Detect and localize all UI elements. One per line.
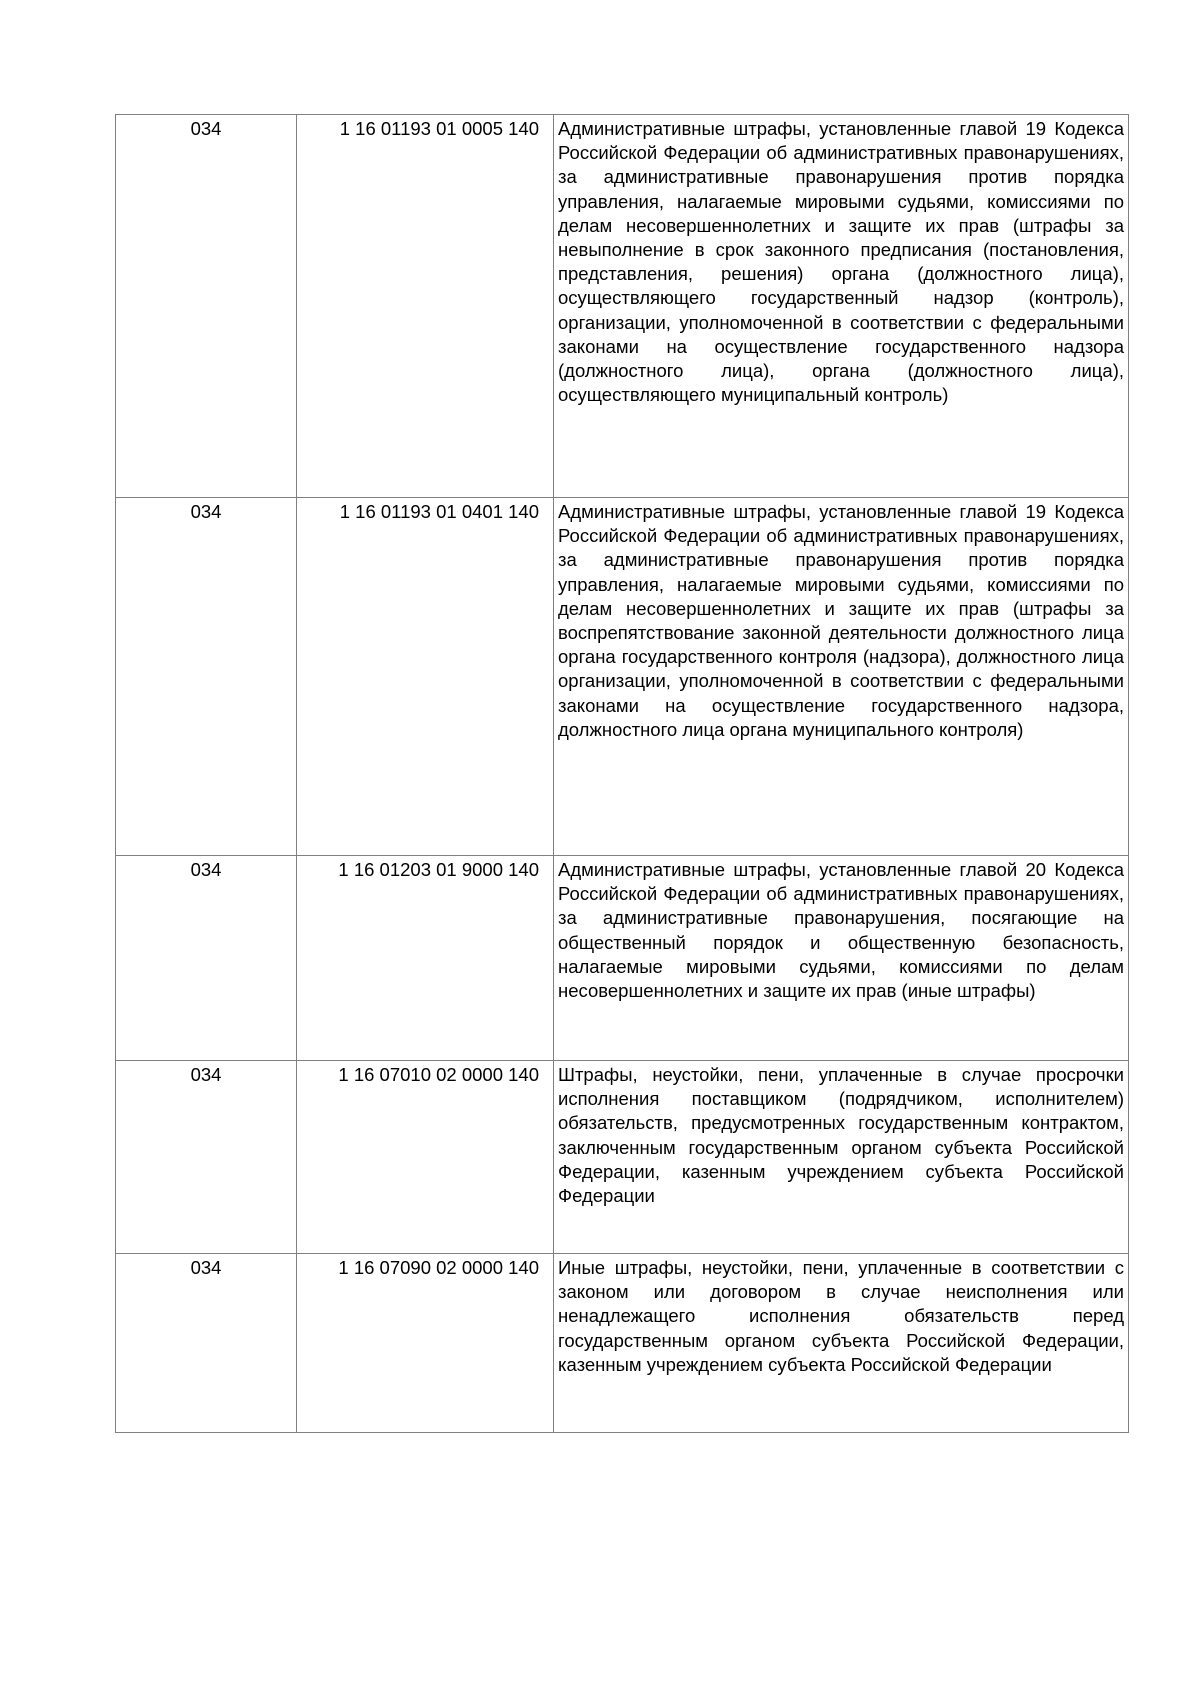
- table-row: [116, 856, 1129, 1061]
- revenue-description-cell: Иные штрафы, неустойки, пени, уплаченные в соответствии с законом или договором в случае неисполнения или ненадлежащего исполнения обязательств перед государственным органом субъекта Российской Федерации, казенным учреждением субъекта Российской Федерации: [554, 1254, 1129, 1433]
- budget-classification-code-cell: 1 16 01193 01 0401 140: [297, 498, 554, 856]
- revenue-description-cell: Административные штрафы, установленные главой 19 Кодекса Российской Федерации об административных правонарушениях, за административные правонарушения против порядка управления, налагаемые мировыми судьями, комиссиями по делам несовершеннолетних и защите их прав (штрафы за воспрепятствование законной деятельности должностного лица органа государственного контроля (надзора), должностного лица организации, уполномоченной в соответствии с федеральными законами на осуществление государственного надзора, должностного лица органа муниципального контроля): [554, 498, 1129, 856]
- table-row: [116, 1254, 1129, 1433]
- table-row: [116, 115, 1129, 498]
- budget-classification-code-cell: 1 16 07010 02 0000 140: [297, 1061, 554, 1254]
- table-row: [116, 1061, 1129, 1254]
- administrator-code-cell: 034: [116, 498, 297, 856]
- budget-classification-code-cell: 1 16 01193 01 0005 140: [297, 115, 554, 498]
- administrator-code-cell: 034: [116, 1254, 297, 1433]
- revenue-description-cell: Административные штрафы, установленные главой 19 Кодекса Российской Федерации об административных правонарушениях, за административные правонарушения против порядка управления, налагаемые мировыми судьями, комиссиями по делам несовершеннолетних и защите их прав (штрафы за невыполнение в срок законного предписания (постановления, представления, решения) органа (должностного лица), осуществляющего государственный надзор (контроль), организации, уполномоченной в соответствии с федеральными законами на осуществление государственного надзора (должностного лица), органа (должностного лица), осуществляющего муниципальный контроль): [554, 115, 1129, 498]
- table-row: [116, 498, 1129, 856]
- administrator-code-cell: 034: [116, 115, 297, 498]
- revenue-description-cell: Штрафы, неустойки, пени, уплаченные в случае просрочки исполнения поставщиком (подрядчиком, исполнителем) обязательств, предусмотренных государственным контрактом, заключенным государственным органом субъекта Российской Федерации, казенным учреждением субъекта Российской Федерации: [554, 1061, 1129, 1254]
- administrator-code-cell: 034: [116, 856, 297, 1061]
- revenue-description-cell: Административные штрафы, установленные главой 20 Кодекса Российской Федерации об административных правонарушениях, за административные правонарушения, посягающие на общественный порядок и общественную безопасность, налагаемые мировыми судьями, комиссиями по делам несовершеннолетних и защите их прав (иные штрафы): [554, 856, 1129, 1061]
- revenue-codes-table: [115, 114, 1129, 1433]
- administrator-code-cell: 034: [116, 1061, 297, 1254]
- budget-classification-code-cell: 1 16 01203 01 9000 140: [297, 856, 554, 1061]
- budget-classification-code-cell: 1 16 07090 02 0000 140: [297, 1254, 554, 1433]
